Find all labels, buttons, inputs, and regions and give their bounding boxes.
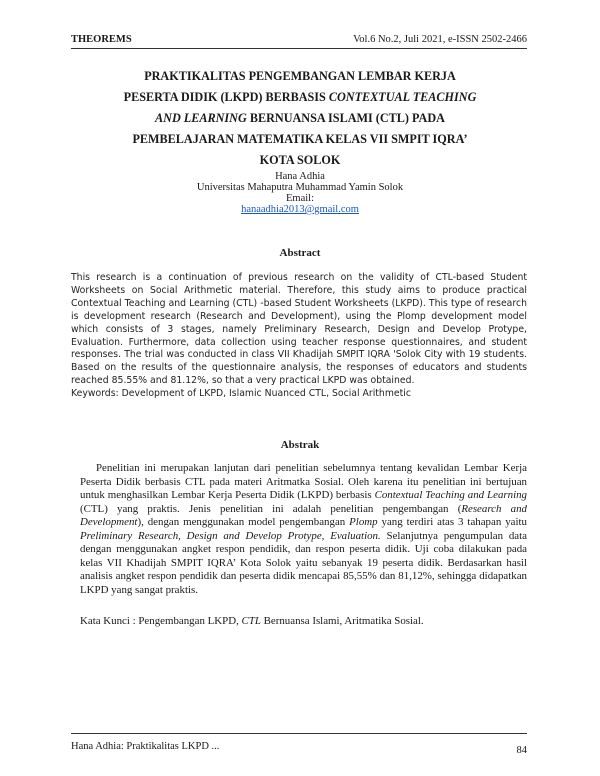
title-line: PEMBELAJARAN MATEMATIKA KELAS VII SMPIT IQRA’ (132, 132, 468, 146)
title-line: PRAKTIKALITAS PENGEMBANGAN LEMBAR KERJA (144, 69, 456, 83)
journal-name: THEOREMS (71, 34, 132, 45)
keywords: Keywords: Development of LKPD, Islamic Nuanced CTL, Social Arithmetic (71, 388, 411, 400)
abstract-english (71, 272, 527, 401)
title-line: AND LEARNING BERNUANSA ISLAMI (CTL) PADA (155, 111, 445, 125)
author-name: Hana Adhia (275, 171, 325, 182)
abstrak-body: Penelitian ini merupakan lanjutan dari penelitian sebelumnya tentang kevalidan Lembar Kerja Peserta Didik berbasis CTL pada materi Aritmatka Sosial. Oleh karena itu penelitian ini bertujuan untuk menghasilkan Lembar Kerja Peserta Didik (LKPD) berbasis Contextual Teaching and Learning (CTL) yang praktis. Jenis penelitian ini adalah penelitian pengembangan (Research and Development), dengan menggunakan model pengembangan Plomp yang terdiri atas 3 tahapan yaitu Preliminary Research, Design and Develop Protype, Evaluation. Selanjutnya pengumpulan data dengan menggunakan angket respon pendidik, dan respon peserta didik. Uji coba dilakukan pada kelas VII Khadijah SMPIT IQRA’ Kota Solok yaitu sebanyak 19 peserta didik. Berdasarkan hasil analisis angket respon pendidik dan peserta didik mencapai 85,55% dan 81,12%, sehingga didapatkan LKPD yang sangat praktis. (80, 462, 527, 596)
abstract-indonesian (80, 462, 527, 627)
article-title (60, 66, 540, 171)
title-line: PESERTA DIDIK (LKPD) BERBASIS CONTEXTUAL TEACHING (123, 90, 477, 104)
footer-rule (71, 733, 527, 734)
author-email-link[interactable]: hanaadhia2013@gmail.com (241, 204, 359, 215)
author-affiliation: Universitas Mahaputra Muhammad Yamin Solok (196, 182, 404, 193)
page-header (71, 34, 527, 48)
page-number: 84 (516, 745, 527, 756)
kata-kunci: Kata Kunci : Pengembangan LKPD, CTL Bernuansa Islami, Aritmatika Sosial. (80, 615, 424, 627)
abstract-body: This research is a continuation of previous research on the validity of CTL-based Student Worksheets on Social Arithmetic material. Therefore, this study aims to produce practical Contextual Teaching and Learning (CTL) -based Student Worksheets (LKPD). This type of research is development research (Research and Development), using the Plomp development model which consists of 3 stages, namely Preliminary Research, Design and Develop Protype, Evaluation. Furthermore, data collection using teacher response questionnaires, and student responses. The trial was conducted in class VII Khadijah SMPIT IQRA 'Solok City with 19 students. Based on the results of the questionnaire analysis, the responses of educators and students reached 85.55% and 81.12%, so that a very practical LKPD was obtained. (71, 272, 527, 387)
running-title: Hana Adhia: Praktikalitas LKPD ... (71, 741, 220, 752)
abstract-heading: Abstract (279, 247, 321, 259)
author-block (60, 171, 540, 215)
email-label: Email: (286, 193, 314, 204)
journal-volume: Vol.6 No.2, Juli 2021, e-ISSN 2502-2466 (353, 34, 527, 45)
page-footer (71, 741, 527, 756)
title-line: KOTA SOLOK (259, 153, 341, 167)
abstrak-heading: Abstrak (280, 439, 320, 451)
header-rule (71, 48, 527, 49)
